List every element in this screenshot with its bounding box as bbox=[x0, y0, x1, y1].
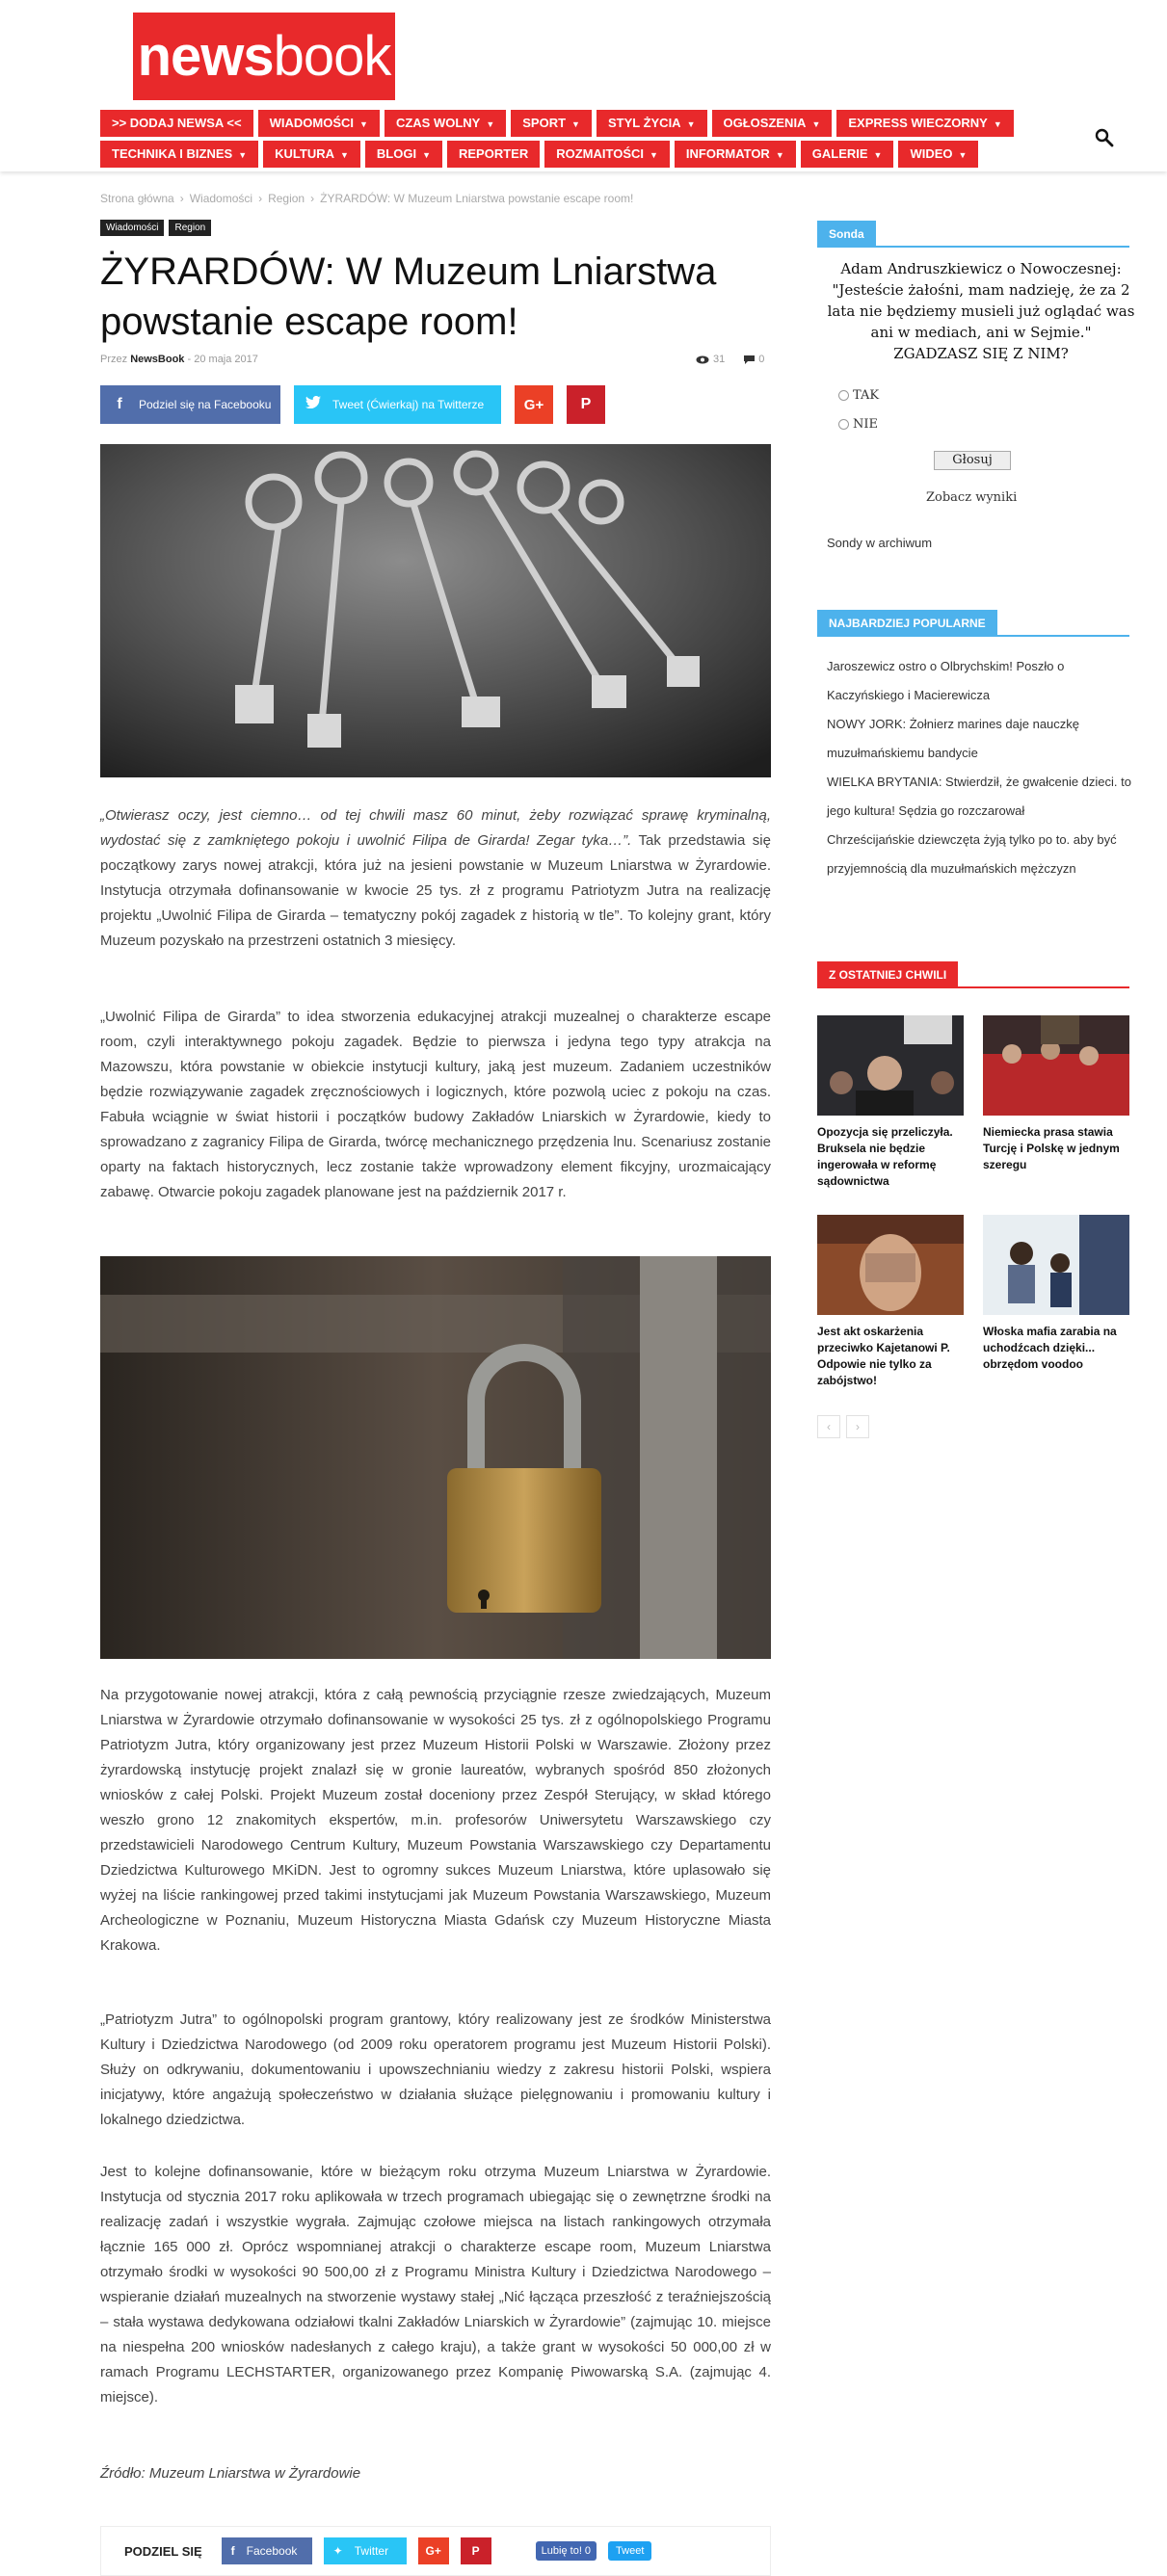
next-page-button[interactable]: › bbox=[846, 1415, 869, 1438]
share-bar-bottom bbox=[100, 2526, 771, 2576]
chevron-down-icon: ▼ bbox=[775, 150, 784, 160]
share-twitter-label: Tweet (Ćwierkaj) na Twitterze bbox=[332, 398, 485, 411]
poll-vote-button[interactable]: Głosuj bbox=[934, 451, 1011, 470]
chevron-down-icon: ▼ bbox=[650, 150, 658, 160]
nav-item[interactable] bbox=[385, 110, 506, 137]
nav-item[interactable] bbox=[801, 141, 894, 168]
intro-text: Tak przedstawia się początkowy zarys nowej atrakcji, która już na jesieni powstanie w Muzeum Lniarstwa w Żyrardowie. Instytucja otrzymała dofinansowanie w kwocie 25 tys. zł z programu Patriotyzm Jutra na realizację projektu „Uwolnić Filipa de Girarda – tematyczny pokój zagadek z historią w tle”. To kolejny grant, który Muzeum pozyskało na przestrzeni ostatnich 3 miesięcy. bbox=[100, 832, 771, 949]
poll-heading bbox=[817, 221, 876, 248]
latest-card[interactable] bbox=[983, 1215, 1129, 1373]
site-header bbox=[0, 0, 1167, 171]
radio-button[interactable] bbox=[838, 390, 849, 401]
popular-list bbox=[827, 652, 1135, 883]
breadcrumb-current: ŻYRARDÓW: W Muzeum Lniarstwa powstanie escape room! bbox=[320, 192, 634, 205]
nav-item-label: TECHNIKA I BIZNES bbox=[112, 146, 233, 161]
nav-row-1 bbox=[100, 110, 1083, 137]
nav-item-label: KULTURA bbox=[275, 146, 334, 161]
article-source: Źródło: Muzeum Lniarstwa w Żyrardowie bbox=[100, 2465, 361, 2482]
comments-count[interactable]: 0 bbox=[758, 354, 765, 365]
latest-card-title[interactable]: Włoska mafia zarabia na uchodźcach dzięki... obrzędom voodoo bbox=[983, 1325, 1117, 1371]
breadcrumb-home[interactable]: Strona główna bbox=[100, 192, 174, 205]
site-logo[interactable] bbox=[133, 13, 395, 100]
author-link[interactable]: NewsBook bbox=[130, 354, 185, 365]
share-twitter-small-button[interactable] bbox=[324, 2537, 407, 2564]
latest-card-title[interactable]: Jest akt oskarżenia przeciwko Kajetanowi P. Odpowie nie tylko za zabójstwo! bbox=[817, 1325, 950, 1387]
nav-item-label: SPORT bbox=[522, 116, 567, 130]
nav-item[interactable] bbox=[597, 110, 707, 137]
category-tag[interactable]: Region bbox=[169, 220, 211, 236]
nav-item[interactable] bbox=[544, 141, 670, 168]
meta-separator: - bbox=[187, 354, 195, 365]
popular-item[interactable]: Chrześcijańskie dziewczęta żyją tylko po to. aby być przyjemnością dla muzułmańskich mężczyzn bbox=[827, 832, 1117, 876]
nav-item[interactable] bbox=[511, 110, 592, 137]
poll-results-link[interactable]: Zobacz wyniki bbox=[926, 490, 1018, 505]
popular-item[interactable]: WIELKA BRYTANIA: Stwierdził, że gwałcenie dzieci. to jego kultura! Sędzia go rozczarował bbox=[827, 775, 1131, 818]
chevron-down-icon: ▼ bbox=[571, 119, 580, 129]
eye-icon bbox=[696, 355, 709, 364]
pinterest-icon[interactable]: P bbox=[567, 385, 605, 424]
google-plus-small-icon[interactable]: G+ bbox=[418, 2537, 449, 2564]
nav-item-label: GALERIE bbox=[811, 146, 868, 161]
poll-archive-link[interactable]: Sondy w archiwum bbox=[827, 536, 933, 550]
nav-item[interactable] bbox=[675, 141, 796, 168]
share-twitter-button[interactable] bbox=[294, 385, 501, 424]
nav-item[interactable] bbox=[712, 110, 833, 137]
google-plus-icon[interactable]: G+ bbox=[515, 385, 553, 424]
nav-item[interactable] bbox=[836, 110, 1013, 137]
chevron-down-icon: ▼ bbox=[238, 150, 248, 160]
article-paragraph-4: „Patriotyzm Jutra” to ogólnopolski program grantowy, który realizowany jest ze środków Ministerstwa Kultury i Dziedzictwa Narodowego (od 2009 roku operatorem programu jest Muzeum Historii Polski). Służy on odkrywaniu, dokumentowaniu i upowszechnianiu wiedzy z zakresu historii Polski, wspiera inicjatywy, które angażują społeczeństwo w działania służące pielęgnowaniu i promowaniu kultury i lokalnego dziedzictwa. bbox=[100, 2011, 771, 2128]
share-twitter-small-label: Twitter bbox=[354, 2544, 389, 2558]
article-stats bbox=[696, 354, 764, 365]
facebook-icon: f bbox=[117, 396, 122, 412]
chevron-down-icon: ▼ bbox=[686, 119, 696, 129]
breadcrumb bbox=[100, 192, 633, 205]
chevron-down-icon: ▼ bbox=[339, 150, 349, 160]
poll-option-yes[interactable] bbox=[838, 388, 879, 403]
category-tag[interactable]: Wiadomości bbox=[100, 220, 164, 236]
latest-heading-label: Z OSTATNIEJ CHWILI bbox=[817, 961, 958, 988]
nav-item[interactable] bbox=[100, 141, 258, 168]
search-icon[interactable] bbox=[1094, 127, 1115, 148]
nav-item-label: BLOGI bbox=[376, 146, 417, 161]
article-image-keys bbox=[100, 444, 771, 777]
nav-item[interactable] bbox=[447, 141, 540, 168]
share-facebook-small-button[interactable] bbox=[222, 2537, 312, 2564]
latest-card[interactable] bbox=[983, 1015, 1129, 1173]
latest-pager bbox=[817, 1415, 875, 1438]
latest-card-title[interactable]: Niemiecka prasa stawia Turcję i Polskę w jednym szeregu bbox=[983, 1125, 1120, 1171]
byline-prefix: Przez bbox=[100, 354, 128, 365]
nav-row-2 bbox=[100, 141, 1083, 168]
twitter-icon bbox=[294, 396, 332, 413]
latest-card-thumbnail[interactable] bbox=[983, 1015, 1129, 1116]
share-facebook-small-label: Facebook bbox=[246, 2544, 298, 2558]
nav-item[interactable] bbox=[898, 141, 978, 168]
chevron-down-icon: ▼ bbox=[873, 150, 883, 160]
nav-item-label: >> DODAJ NEWSA << bbox=[112, 116, 242, 130]
latest-card[interactable] bbox=[817, 1015, 964, 1190]
latest-card[interactable] bbox=[817, 1215, 964, 1389]
chevron-down-icon: ▼ bbox=[993, 119, 1002, 129]
nav-item-label: OGŁOSZENIA bbox=[723, 116, 807, 130]
nav-item[interactable] bbox=[365, 141, 442, 168]
poll-heading-line bbox=[817, 246, 1129, 248]
article-paragraph-1 bbox=[100, 803, 771, 954]
breadcrumb-separator: › bbox=[179, 192, 184, 205]
latest-card-title[interactable]: Opozycja się przeliczyła. Bruksela nie będzie ingerowała w reformę sądownictwa bbox=[817, 1125, 953, 1188]
breadcrumb-separator: › bbox=[258, 192, 263, 205]
nav-item-label: INFORMATOR bbox=[685, 146, 770, 161]
chevron-down-icon: ▼ bbox=[958, 150, 968, 160]
nav-item-label: WIADOMOŚCI bbox=[269, 116, 355, 130]
share-bar-top bbox=[100, 385, 619, 424]
nav-item-label: STYL ŻYCIA bbox=[607, 116, 681, 130]
article-title: ŻYRARDÓW: W Muzeum Lniarstwa powstanie escape room! bbox=[100, 250, 717, 343]
chevron-down-icon: ▼ bbox=[422, 150, 431, 160]
breadcrumb-wiadomosci[interactable]: Wiadomości bbox=[189, 192, 253, 205]
article-image-padlock bbox=[100, 1256, 771, 1659]
popular-heading bbox=[817, 610, 997, 637]
poll-option-label: TAK bbox=[853, 388, 880, 403]
article-paragraph-2: „Uwolnić Filipa de Girarda” to idea stworzenia edukacyjnej atrakcji muzealnej o charakterze escape room, czyli interaktywnego pokoju zagadek. Będzie to pierwsza i jedyna tego typy atrakcja na Mazowszu, która powstanie w obiekcie instytucji kultury, jaką jest muzeum. Zadaniem uczestników będzie rozwiązywanie zagadek zręcznościowych i logicznych, które pozwolą uciec z pokoju na czas. Fabuła wciągnie w świat historii i początków budowy Zakładów Lniarskich w Żyrardowie, kiedy to sprowadzano z zagranicy Filipa de Girarda, twórcę mechanicznego przędzenia lnu. Scenariusz zostanie oparty na faktach historycznych, lecz zostanie także wprowadzony element fikcyjny, urozmaicający zabawę. Otwarcie pokoju zagadek planowane jest na październik 2017 r. bbox=[100, 1009, 771, 1200]
share-facebook-button[interactable] bbox=[100, 385, 280, 424]
popular-heading-line bbox=[817, 635, 1129, 637]
latest-heading-line bbox=[817, 986, 1129, 988]
latest-card-thumbnail[interactable] bbox=[817, 1215, 964, 1315]
poll-option-no[interactable] bbox=[838, 417, 878, 432]
popular-item[interactable]: Jaroszewicz ostro o Olbrychskim! Poszło o Kaczyńskiego i Macierewicza bbox=[827, 659, 1065, 702]
logo-text: newsbook bbox=[137, 25, 391, 88]
nav-item-label: EXPRESS WIECZORNY bbox=[848, 116, 988, 130]
poll-option-label: NIE bbox=[853, 417, 878, 432]
comment-icon[interactable] bbox=[744, 355, 755, 364]
article-paragraph-3: Na przygotowanie nowej atrakcji, która z całą pewnością przyciągnie rzesze zwiedzających, Muzeum Lniarstwa w Żyrardowie otrzymało dofinansowanie w wysokości 25 tys. zł z ogólnopolskiego Programu Patriotyzm Jutra, który organizowany jest przez Muzeum Historii Polski w Warszawie. Złożony przez żyrardowską instytucję projekt znalazł się w gronie laureatów, wybranych spośród 850 złożonych wniosków z całej Polski. Projekt Muzeum został doceniony przez Zespół Sterujący, w skład którego weszło grono 12 znakomitych ekspertów, m.in. profesorów Uniwersytetu Warszawskiego czy przedstawicieli Narodowego Centrum Kultury, Muzeum Powstania Warszawskiego czy Departamentu Dziedzictwa Kulturowego MKiDN. Jest to ogromny sukces Muzeum Lniarstwa, które uplasowało się wyżej na liście rankingowej przed takimi instytucjami jak Muzeum Powstania Warszawskiego, Muzeum Archeologiczne w Poznaniu, Muzeum Historyczna Miasta Gdańsk czy Muzeum Historyczne Miasta Krakowa. bbox=[100, 1687, 771, 1954]
breadcrumb-region[interactable]: Region bbox=[268, 192, 305, 205]
nav-item-label: WIDEO bbox=[910, 146, 953, 161]
category-tags bbox=[100, 220, 216, 236]
facebook-like-button[interactable]: Lubię to! 0 bbox=[536, 2541, 597, 2561]
breadcrumb-separator: › bbox=[310, 192, 315, 205]
nav-item[interactable] bbox=[258, 110, 380, 137]
tweet-button[interactable]: Tweet bbox=[608, 2541, 651, 2561]
main-nav bbox=[100, 110, 1083, 171]
latest-card-thumbnail[interactable] bbox=[983, 1215, 1129, 1315]
twitter-icon: ✦ bbox=[332, 2544, 343, 2558]
popular-item[interactable]: NOWY JORK: Żołnierz marines daje nauczkę muzułmańskiemu bandycie bbox=[827, 717, 1080, 760]
article-paragraph-5: Jest to kolejne dofinansowanie, które w bieżącym roku otrzyma Muzeum Lniarstwa w Żyrardowie. Instytucja od stycznia 2017 roku aplikowała w trzech programach ubiegając się o zewnętrzne środki na realizację zadań i wszystkie wygrała. Zajmując czołowe miejsca na listach rankingowych otrzymała łącznie 165 000 zł. Oprócz wspomnianej atrakcji o charakterze escape room, Muzeum Lniarstwa otrzymało środki w wysokości 90 500,00 zł z Programu Ministra Kultury i Dziedzictwa Narodowego – wspieranie działań muzealnych na stworzenie wystawy stałej „Nić łącząca przeszłość z teraźniejszością – stała wystawa dedykowana odziałowi tkalni Zakładów Lniarskich w Żyrardowie” (zajmując 10. miejsce na niespełna 200 wniosków nadesłanych z całego kraju), a także grant w wysokości 50 000,00 zł w ramach Programu LECHSTARTER, organizowanego przez Kompanię Piwowarską S.A. (zajmując 4. miejsce). bbox=[100, 2164, 771, 2405]
pinterest-small-icon[interactable]: P bbox=[461, 2537, 491, 2564]
poll-heading-label: Sonda bbox=[817, 221, 876, 248]
share-facebook-label: Podziel się na Facebooku bbox=[139, 398, 272, 411]
nav-item[interactable] bbox=[263, 141, 360, 168]
article-meta bbox=[100, 354, 258, 365]
latest-heading bbox=[817, 961, 958, 988]
nav-item-label: REPORTER bbox=[459, 146, 529, 161]
intro-quote: „Otwierasz oczy, jest ciemno… od tej chwili masz 60 minut, żeby rozwiązać sprawę kryminalną, wydostać się z zamkniętego pokoju i uwolnić Filipa de Girarda! Zegar tyka…”. bbox=[100, 807, 771, 849]
popular-heading-label: NAJBARDZIEJ POPULARNE bbox=[817, 610, 997, 637]
chevron-down-icon: ▼ bbox=[359, 119, 368, 129]
poll-question: Adam Andruszkiewicz o Nowoczesnej: "Jesteście żałośni, mam nadzieję, że za 2 lata nie będziemy musieli już oglądać was ani w mediach, ani w Sejmie." ZGADZASZ SIĘ Z NIM? bbox=[827, 260, 1135, 362]
latest-card-thumbnail[interactable] bbox=[817, 1015, 964, 1116]
nav-item[interactable] bbox=[100, 110, 253, 137]
radio-button[interactable] bbox=[838, 419, 849, 430]
prev-page-button[interactable]: ‹ bbox=[817, 1415, 840, 1438]
facebook-icon: f bbox=[230, 2544, 235, 2558]
chevron-down-icon: ▼ bbox=[486, 119, 495, 129]
nav-item-label: ROZMAITOŚCI bbox=[556, 146, 644, 161]
views-count: 31 bbox=[713, 354, 726, 365]
publish-date: 20 maja 2017 bbox=[194, 354, 258, 365]
share-label: PODZIEL SIĘ bbox=[124, 2543, 202, 2559]
nav-item-label: CZAS WOLNY bbox=[395, 116, 481, 130]
chevron-down-icon: ▼ bbox=[811, 119, 821, 129]
